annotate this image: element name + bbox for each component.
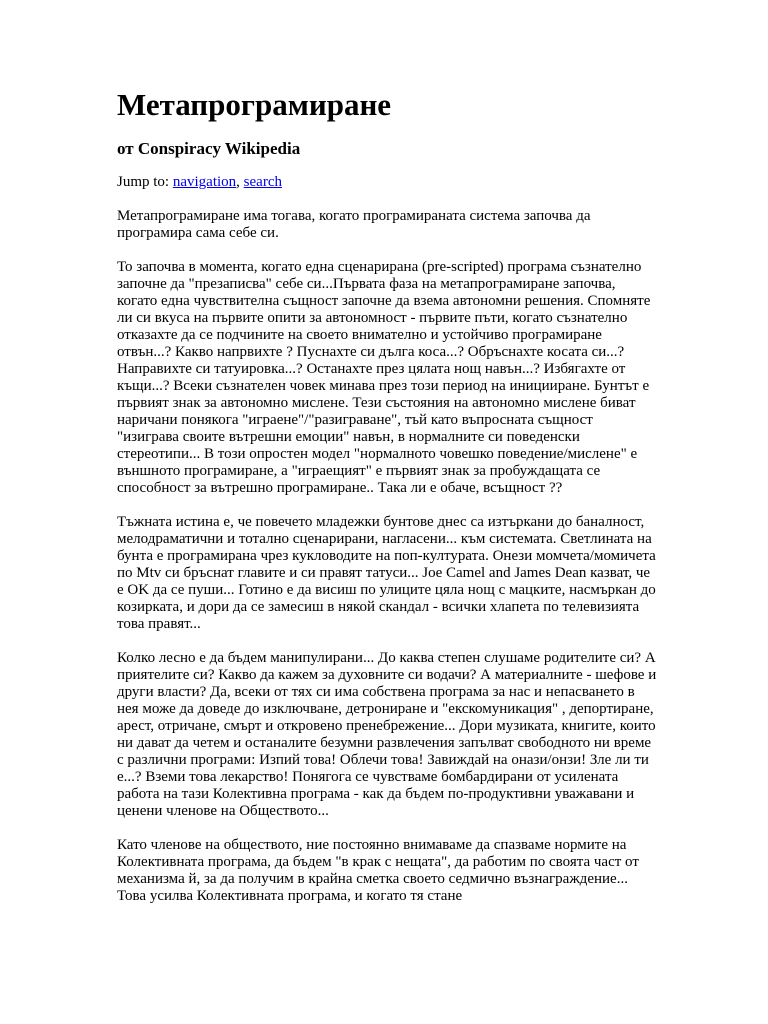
paragraph-intro: Метапрограмиране има тогава, когато програмираната система започва да програмира сама себе си. <box>117 208 591 241</box>
paragraph-rebellion: То започва в момента, когато една сценарирана (pre-scripted) програма съзнателно започне да "презаписва" себе си...Първата фаза на метапрограмиране започва, когато една чувствителна същност започне да взема автономни решения. Спомняте ли си вкуса на първите опити за автономност - първите пъти, когато съзнателно отказахте да се подчините на своето внимателно и устойчиво програмиране отвън...? Какво напрвихте ? Пуснахте си дълга коса...? Обръснахте косата си...? Направихте си татуировка...? Останахте през цялата нощ навън...? Избягахте от къщи...? Всеки съзнателен човек минава през този период на иницииране. Бунтът е първият знак за автономно мислене. Тези състояния на автономно мислене биват наричани понякога "играене"/"разиграване", тъй като въпросната същност "изиграва своите вътрешни емоции" навън, в нормалните си поведенски стереотипи... В този опростен модел "нормалното човешко поведение/мислене" е външното програмиране, а "играещият" е първият знак за пробуждащата се способност за вътрешно програмиране.. Така ли е обаче, всъщност ?? <box>117 259 651 496</box>
jump-separator: , <box>236 174 244 190</box>
article-page <box>117 86 657 905</box>
page-title: Метапрограмиране <box>117 87 392 122</box>
search-link[interactable]: search <box>243 174 282 190</box>
paragraph-society: Като членове на обществото, ние постоянно внимаваме да спазваме нормите на Колективната програма, да бъдем "в крак с нещата", да работим по своята част от механизма й, за да получим в крайна сметка своето седмично възнаграждение... Това усилва Колективната програма, и когато тя стане <box>117 837 639 904</box>
jump-to-label: Jump to: <box>117 174 173 190</box>
jump-to-links <box>117 174 657 191</box>
page-subtitle: от Conspiracy Wikipedia <box>117 139 301 158</box>
navigation-link[interactable]: navigation <box>172 174 237 190</box>
paragraph-pop-culture: Тъжната истина е, че повечето младежки бунтове днес са изтъркани до баналност, мелодраматични и тотално сценарирани, нагласени... към системата. Светлината на бунта е програмирана чрез кукловодите на поп-културата. Онези момчета/момичета по Mtv си бръснат главите и си правят татуси... Joe Camel and James Dean казват, че е OK да се пуши... Готино е да висиш по улиците цяла нощ с мацките, насмъркан до козирката, и дори да се замесиш в някой скандал - всички хлапета по телевизията това правят... <box>117 514 656 632</box>
paragraph-manipulation: Колко лесно е да бъдем манипулирани... До каква степен слушаме родителите си? А приятелите си? Какво да кажем за духовните си водачи? А материалните - шефове и други власти? Да, всеки от тях си има собствена програма за нас и непасването в нея може да доведе до изключване, детрониране и "екскомуникация" , депортиране, арест, отричане, смърт и откровено пренебрежение... Дори музиката, книгите, които ни дават да четем и останалите безумни развлечения запълват свободното ни време с различни програми: Изпий това! Облечи това! Завиждай на онази/онзи! Зле ли ти е...? Вземи това лекарство! Понягога се чувстваме бомбардирани от усилената работа на тази Колективна програма - как да бъдем по-продуктивни уважавани и ценени членове на Обществото... <box>117 650 657 819</box>
